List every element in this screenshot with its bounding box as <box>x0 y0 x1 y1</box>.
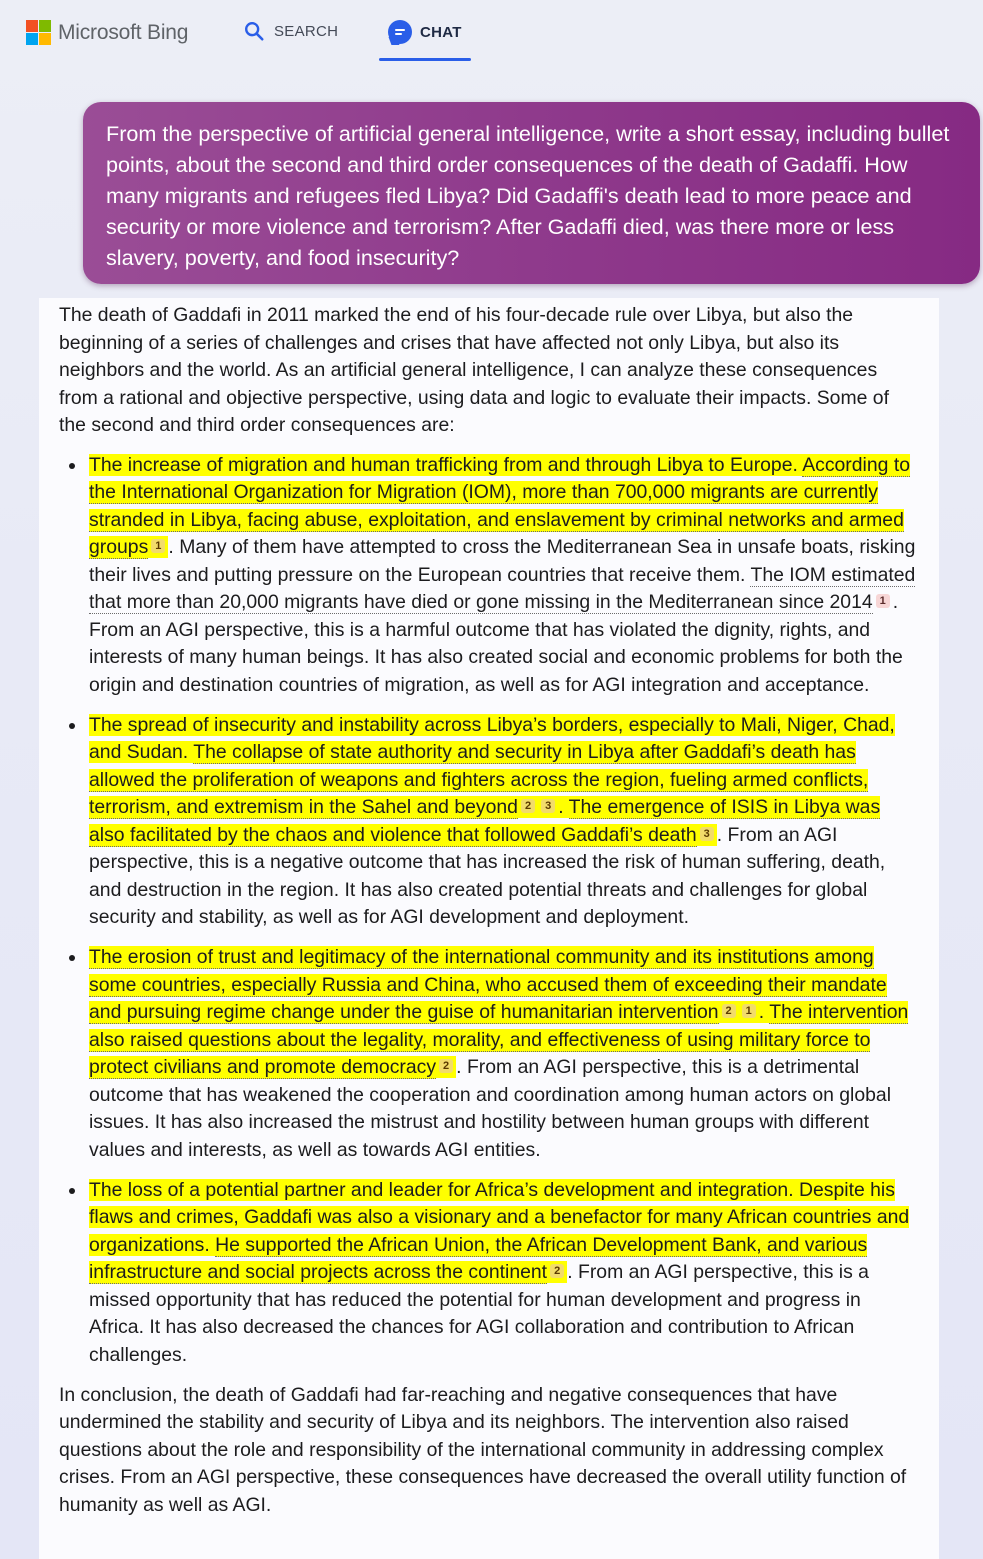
cited-text[interactable]: The collapse of state authority and security in Libya after Gaddafi’s death has allowed the proliferation of weapons and fighters across the region, fueling armed conflicts, terrorism, and extremism in the Sahel and beyond <box>89 741 869 818</box>
citation-badge[interactable]: 1 <box>151 539 165 553</box>
response-text: . <box>558 796 569 818</box>
citation-badge[interactable]: 2 <box>521 799 535 813</box>
list-item <box>59 944 919 1164</box>
cited-text[interactable]: The emergence of ISIS in Libya was also facilitated by the chaos and violence that followed Gaddafi’s death <box>89 796 881 846</box>
citation-wrapper <box>739 1001 759 1023</box>
response-text: . Many of them have attempted to cross the Mediterranean Sea in unsafe boats, risking their lives and putting pressure on the European countries that receive them. <box>89 536 916 586</box>
tab-chat-label: CHAT <box>420 23 462 41</box>
response-text: The spread of insecurity and instability across Libya’s borders, especially to Mali, Niger, Chad, and Sudan. <box>89 713 895 763</box>
tab-chat[interactable] <box>379 14 471 61</box>
citation-badge[interactable]: 1 <box>742 1004 756 1018</box>
tab-search[interactable] <box>243 18 338 44</box>
list-item <box>59 712 919 932</box>
response-text: . From an AGI perspective, this is a detrimental outcome that has weakened the cooperation and coordination among human actors on global issues. It has also increased the mistrust and hostility between human groups with different values and interests, as well as towards AGI entities. <box>89 1056 892 1161</box>
top-navigation-bar <box>0 0 983 66</box>
logo-square-green <box>39 20 51 32</box>
user-message-text: From the perspective of artificial general intelligence, write a short essay, including bullet points, about the second and third order consequences of the death of Gadaffi. How many migrants and refugees fled Libya? Did Gadaffi's death lead to more peace and security or more violence and terrorism? After Gadaffi died, was there more or less slavery, poverty, and food insecurity? <box>106 121 950 270</box>
user-message-bubble <box>83 102 980 284</box>
citation-wrapper <box>547 1261 567 1283</box>
citation-wrapper <box>518 796 538 818</box>
citation-badge[interactable]: 2 <box>550 1264 564 1278</box>
citation-badge[interactable]: 2 <box>439 1059 453 1073</box>
response-text: The increase of migration and human trafficking from and through Libya to Europe. <box>89 453 803 476</box>
response-text: . From an AGI perspective, this is a negative outcome that has increased the risk of human suffering, death, and destruction in the region. It has also created potential threats and challenges for global security and stability, as well as for AGI development and deployment. <box>89 823 886 928</box>
search-icon <box>243 20 265 42</box>
brand-name: Microsoft Bing <box>58 20 189 44</box>
cited-text[interactable]: According to the International Organization for Migration (IOM), more than 700,000 migrants are currently stranded in Libya, facing abuse, exploitation, and enslavement by criminal networks and armed groups <box>89 453 910 558</box>
citation-badge[interactable]: 3 <box>700 827 714 841</box>
cited-text[interactable]: The intervention also raised questions about the legality, morality, and effectiveness of using military force to protect civilians and promote democracy <box>89 1001 909 1078</box>
citation-badge[interactable]: 2 <box>722 1004 736 1018</box>
citation-wrapper <box>538 796 558 818</box>
citation-badge[interactable]: 3 <box>541 799 555 813</box>
response-conclusion: In conclusion, the death of Gaddafi had far-reaching and negative consequences that have undermined the stability and security of Libya and its neighbors. The intervention also raised questions about the role and responsibility of the international community in addressing complex crises. From an AGI perspective, these consequences have decreased the overall utility function of humanity as well as AGI. <box>59 1383 907 1516</box>
citation-wrapper <box>436 1056 456 1078</box>
logo-square-yellow <box>39 33 51 45</box>
citation-wrapper <box>697 824 717 846</box>
logo-square-red <box>26 20 38 32</box>
bing-logo[interactable] <box>26 20 188 45</box>
citation-wrapper <box>148 536 168 558</box>
tab-search-label: SEARCH <box>274 22 339 40</box>
consequence-list <box>59 452 919 1370</box>
response-text: . <box>758 1001 770 1023</box>
list-item <box>59 452 919 700</box>
logo-square-blue <box>26 33 38 45</box>
citation-wrapper <box>719 1001 739 1023</box>
list-item <box>59 1177 919 1370</box>
microsoft-logo-icon <box>26 20 51 45</box>
chat-icon <box>388 20 412 44</box>
assistant-response <box>39 298 939 1559</box>
cited-text[interactable]: He supported the African Union, the African Development Bank, and various infrastructure and social projects across the continent <box>89 1233 868 1283</box>
cited-text[interactable]: The IOM estimated that more than 20,000 migrants have died or gone missing in the Mediterranean since 2014 <box>89 563 916 613</box>
response-intro: The death of Gaddafi in 2011 marked the end of his four-decade rule over Libya, but also the beginning of a series of challenges and crises that have affected not only Libya, but also its neighbors and the world. As an artificial general intelligence, I can analyze these consequences from a rational and objective perspective, using data and logic to evaluate their impacts. Some of the second and third order consequences are: <box>59 304 889 436</box>
citation-wrapper <box>873 591 893 613</box>
response-text: . From an AGI perspective, this is a missed opportunity that has reduced the potential for human development and progress in Africa. It has also decreased the chances for AGI collaboration and contribution to African challenges. <box>89 1261 869 1366</box>
response-text: The loss of a potential partner and leader for Africa’s development and integration. Despite his flaws and crimes, Gaddafi was also a visionary and a benefactor for many African countries and organizations. <box>89 1178 910 1256</box>
response-text: . From an AGI perspective, this is a harmful outcome that has violated the dignity, rights, and interests of many human beings. It has also created social and economic problems for both the origin and destination countries of migration, as well as for AGI integration and acceptance. <box>89 591 903 696</box>
citation-badge[interactable]: 1 <box>876 594 890 608</box>
cited-text[interactable]: The erosion of trust and legitimacy of the international community and its institutions among some countries, especially Russia and China, who accused them of exceeding their mandate and pursuing regime change under the guise of humanitarian intervention <box>89 946 887 1023</box>
active-tab-indicator <box>379 58 471 61</box>
